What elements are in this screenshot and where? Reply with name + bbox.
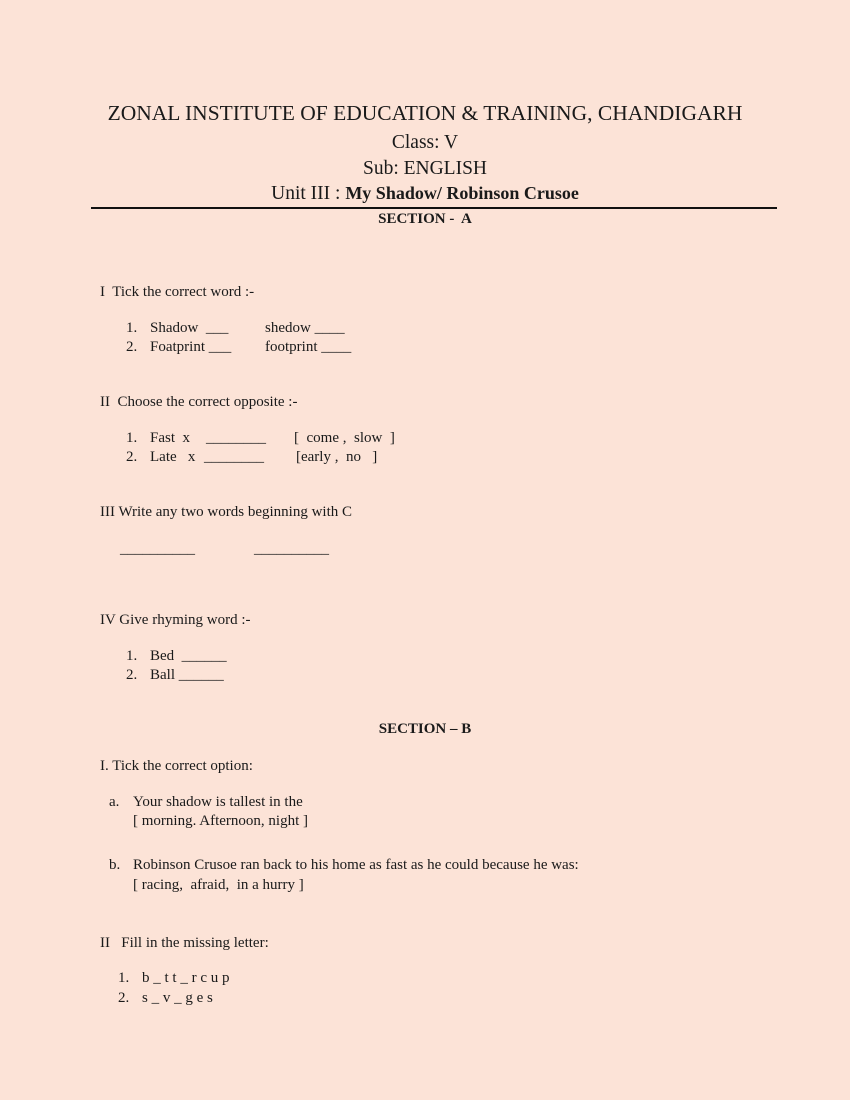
q1-item-1-option-a: Shadow ___ xyxy=(150,320,229,336)
q2-item-1-number: 1. xyxy=(126,430,138,446)
section-a-q3-prompt: III Write any two words beginning with C xyxy=(100,504,352,520)
q2-item-1-blank: ________ xyxy=(206,430,266,446)
section-a-title: SECTION - A xyxy=(378,211,472,227)
b-q1-item-a-label: a. xyxy=(109,794,120,810)
unit-prefix: Unit III : xyxy=(271,183,346,204)
header-divider xyxy=(91,207,777,209)
unit-heading xyxy=(0,183,850,205)
q1-item-2-option-a: Foatprint ___ xyxy=(150,339,232,355)
institute-title: ZONAL INSTITUTE OF EDUCATION & TRAINING, CHANDIGARH xyxy=(107,101,743,125)
q2-item-1-word: Fast x xyxy=(150,430,191,446)
b-q1-item-a-text: Your shadow is tallest in the xyxy=(133,794,303,810)
section-b-title: SECTION – B xyxy=(378,721,472,737)
b-q2-item-1-number: 1. xyxy=(118,970,130,986)
b-q1-item-b-text: Robinson Crusoe ran back to his home as fast as he could because he was: xyxy=(133,857,579,873)
unit-title: My Shadow/ Robinson Crusoe xyxy=(345,183,579,203)
q4-item-1-text: Bed ______ xyxy=(150,648,227,664)
section-b-q2-prompt: II Fill in the missing letter: xyxy=(100,935,269,951)
section-b-q1-prompt: I. Tick the correct option: xyxy=(100,758,253,774)
subject-label: Sub: ENGLISH xyxy=(362,158,488,179)
b-q1-item-b-options: [ racing, afraid, in a hurry ] xyxy=(133,877,304,893)
section-a-q2-prompt: II Choose the correct opposite :- xyxy=(100,394,298,410)
q2-item-1-options: [ come , slow ] xyxy=(294,430,395,446)
q1-item-1-number: 1. xyxy=(126,320,138,336)
section-a-q4-prompt: IV Give rhyming word :- xyxy=(100,612,251,628)
q2-item-2-word: Late x xyxy=(150,449,196,465)
b-q2-item-1-text: b _ t t _ r c u p xyxy=(142,970,230,986)
q4-item-2-text: Ball ______ xyxy=(150,667,224,683)
q4-item-1-number: 1. xyxy=(126,648,138,664)
q4-item-2-number: 2. xyxy=(126,667,138,683)
q1-item-2-option-b: footprint ____ xyxy=(265,339,352,355)
b-q2-item-2-text: s _ v _ g e s xyxy=(142,990,213,1006)
b-q2-item-2-number: 2. xyxy=(118,990,130,1006)
q2-item-2-number: 2. xyxy=(126,449,138,465)
section-a-q1-prompt: I Tick the correct word :- xyxy=(100,284,255,300)
q3-blank-2: __________ xyxy=(254,541,329,557)
class-label: Class: V xyxy=(391,132,459,153)
b-q1-item-a-options: [ morning. Afternoon, night ] xyxy=(133,813,308,829)
b-q1-item-b-label: b. xyxy=(109,857,121,873)
q1-item-2-number: 2. xyxy=(126,339,138,355)
q2-item-2-options: [early , no ] xyxy=(296,449,378,465)
q3-blank-1: __________ xyxy=(120,541,195,557)
q2-item-2-blank: ________ xyxy=(204,449,264,465)
q1-item-1-option-b: shedow ____ xyxy=(265,320,345,336)
